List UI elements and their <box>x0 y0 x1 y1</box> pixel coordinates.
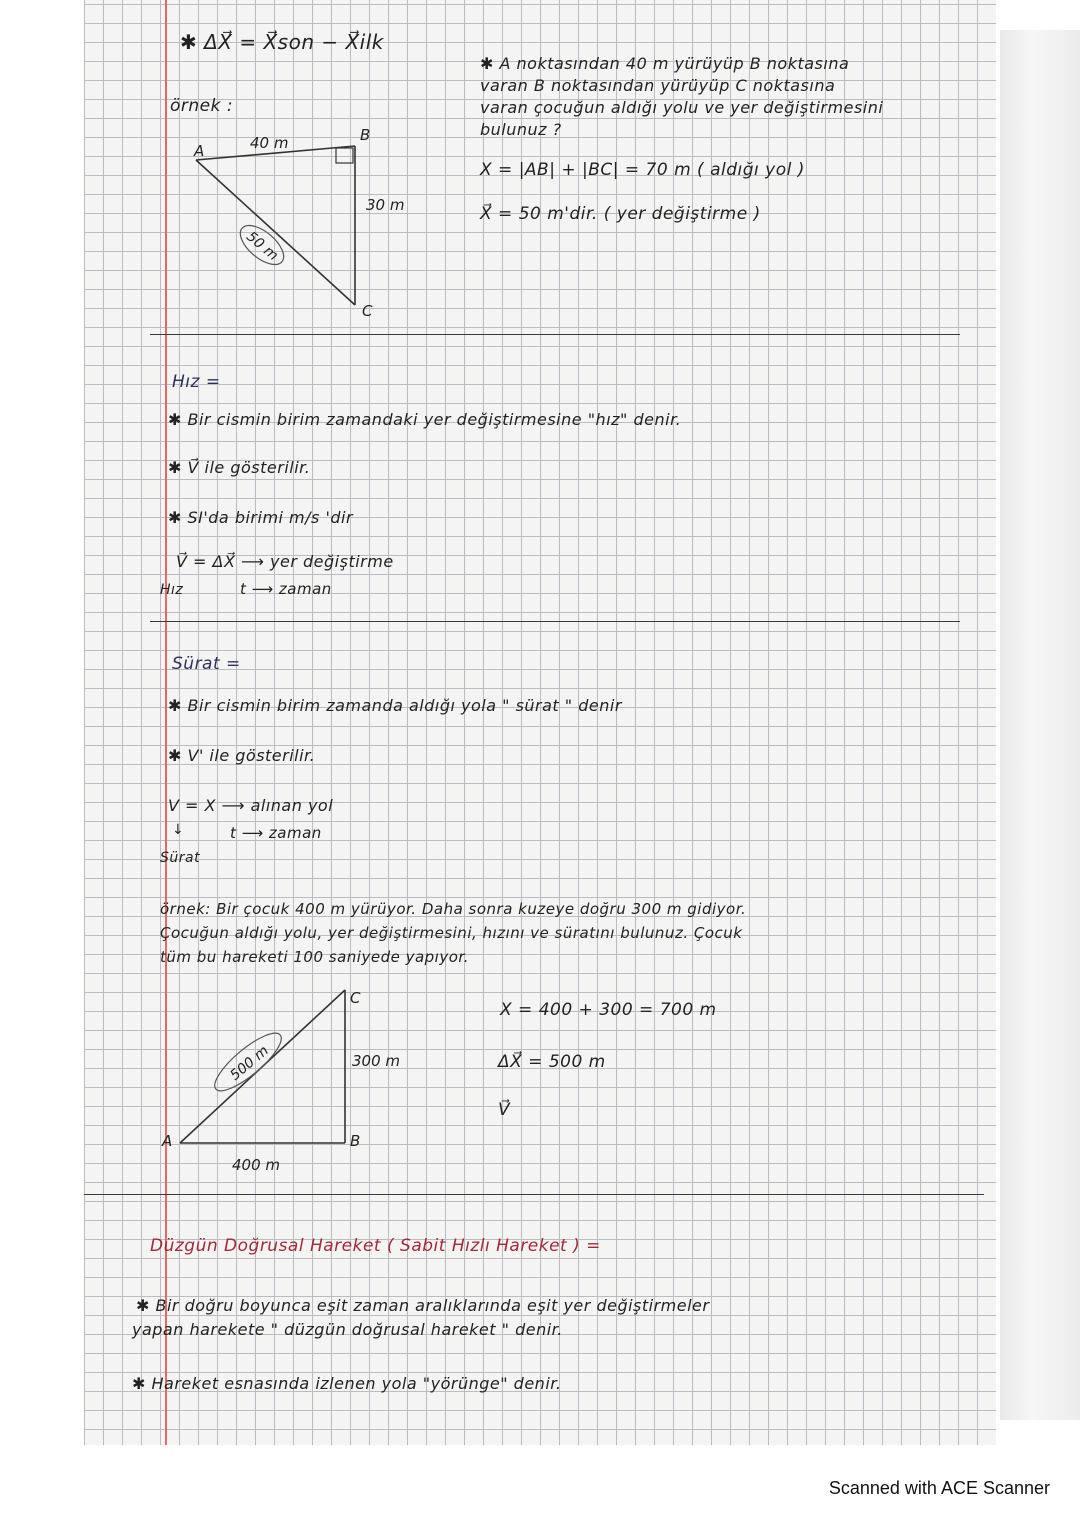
label-c: C <box>362 302 373 320</box>
speed-example-line-1: örnek: Bir çocuk 400 m yürüyor. Daha sonra kuzeye doğru 300 m gidiyor. <box>160 900 747 918</box>
uniform-line-1: ✱ Bir doğru boyunca eşit zaman aralıklarında eşit yer değiştirmeler <box>136 1296 710 1315</box>
scanner-footer: Scanned with ACE Scanner <box>828 1478 1050 1498</box>
label-ab: 40 m <box>250 134 289 152</box>
label-b: B <box>360 126 371 144</box>
question-line-2: varan B noktasından yürüyüp C noktasına <box>480 76 836 95</box>
velocity-formula-top: V⃗ = ΔX⃗ ⟶ yer değiştirme <box>176 552 394 571</box>
label-a: A <box>194 142 205 160</box>
label-b-2: B <box>350 1132 361 1150</box>
label-bc: 30 m <box>366 196 405 214</box>
velocity-heading: Hız = <box>172 372 221 392</box>
displacement-formula: ✱ ΔX⃗ = X⃗son − X⃗ilk <box>180 30 384 54</box>
example-label: örnek : <box>170 96 234 116</box>
speed-line-1: ✱ Bir cismin birim zamanda aldığı yola " sürat " denir <box>168 696 622 715</box>
speed-example-line-3: tüm bu hareketi 100 saniyede yapıyor. <box>160 948 469 966</box>
speed-answer-3: V⃗ <box>498 1100 511 1120</box>
velocity-formula-bottom: t ⟶ zaman <box>240 580 332 598</box>
label-ac: 50 m <box>243 228 281 265</box>
uniform-line-3: ✱ Hareket esnasında izlenen yola "yörünge" denir. <box>132 1374 562 1393</box>
speed-formula-arrow: ↓ <box>172 822 185 838</box>
question-line-4: bulunuz ? <box>480 120 562 139</box>
question-line-1: ✱ A noktasından 40 m yürüyüp B noktasına <box>480 54 850 73</box>
velocity-line-3: ✱ SI'da birimi m/s 'dir <box>168 508 354 527</box>
speed-formula-side: Sürat <box>160 850 201 866</box>
speed-line-2: ✱ V' ile gösterilir. <box>168 746 316 765</box>
answer-path: X = |AB| + |BC| = 70 m ( aldığı yol ) <box>480 160 805 180</box>
label-c-2: C <box>350 989 361 1007</box>
label-ac-2: 500 m <box>227 1042 272 1084</box>
velocity-formula-side: Hız <box>160 582 184 598</box>
speed-answer-2: ΔX⃗ = 500 m <box>498 1052 606 1072</box>
uniform-heading: Düzgün Doğrusal Hareket ( Sabit Hızlı Hareket ) = <box>150 1236 601 1256</box>
question-line-3: varan çocuğun aldığı yolu ve yer değiştirmesini <box>480 98 884 117</box>
label-a-2: A <box>162 1132 173 1150</box>
speed-formula-top: V = X ⟶ alınan yol <box>168 796 334 815</box>
speed-answer-1: X = 400 + 300 = 700 m <box>500 1000 717 1020</box>
velocity-line-2: ✱ V⃗ ile gösterilir. <box>168 458 311 477</box>
speed-formula-bottom: t ⟶ zaman <box>230 824 322 842</box>
answer-displacement: X⃗ = 50 m'dir. ( yer değiştirme ) <box>480 204 761 224</box>
divider-3 <box>84 1194 984 1195</box>
speed-heading: Sürat = <box>172 654 241 674</box>
speed-example-line-2: Çocuğun aldığı yolu, yer değiştirmesini, hızını ve süratını bulunuz. Çocuk <box>160 924 743 942</box>
uniform-line-2: yapan harekete " düzgün doğrusal hareket " denir. <box>132 1320 563 1339</box>
label-bc-2: 300 m <box>352 1052 401 1070</box>
label-ab-2: 400 m <box>232 1156 281 1174</box>
velocity-line-1: ✱ Bir cismin birim zamandaki yer değiştirmesine "hız" denir. <box>168 410 682 429</box>
